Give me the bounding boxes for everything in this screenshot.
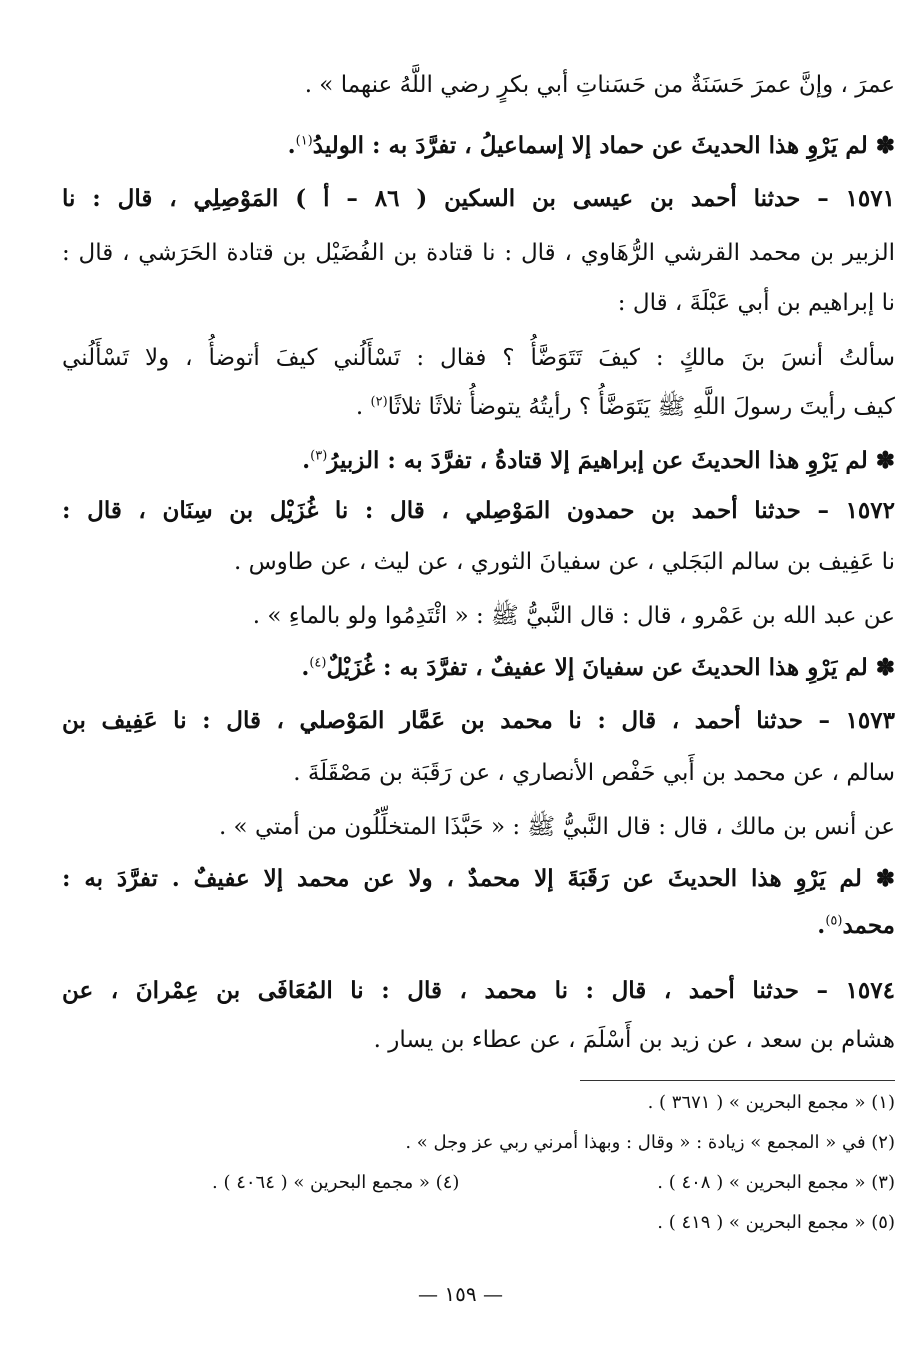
footnote: (٢) في « المجمع » زيادة : « وقال : وبهذا أمرني ربي عز وجل » . [405, 1132, 895, 1153]
footnote-ref: (٤) [309, 655, 327, 671]
hadith-1572-heading: ١٥٧٢ – حدثنا أحمد بن حمدون المَوْصِلي ، قال : نا غُزَيْل بن سِنَان ، قال : [62, 497, 895, 524]
footnote: (١) « مجمع البحرين » ( ٣٦٧١ ) . [647, 1092, 895, 1113]
comment-line: محمد$^{(٥)}$. [817, 912, 895, 939]
footnote: (٥) « مجمع البحرين » ( ٤١٩ ) . [657, 1212, 895, 1233]
comment-line: ✽ لم يَرْوِ هذا الحديثَ عن رَقَبَةَ إلا محمدٌ ، ولا عن محمد إلا عفيفٌ . تفرَّدَ به : [62, 865, 895, 892]
text-line: نا إبراهيم بن أبي عَبْلَةَ ، قال : [617, 290, 895, 316]
page-body [62, 52, 895, 1368]
page-number: — ١٥٩ — [418, 1282, 503, 1306]
footnote-ref: (٥) [825, 913, 843, 929]
text-line: عن أنس بن مالك ، قال : قال النَّبيُّ ﷺ : « حَبَّذَا المتخلِّلُون من أمتي » . [218, 814, 895, 840]
text-line: هشام بن سعد ، عن زيد بن أَسْلَمَ ، عن عطاء بن يسار . [373, 1027, 895, 1053]
hadith-1571-heading: ١٥٧١ – حدثنا أحمد بن عيسى بن السكين ( ٨٦ – أ ) المَوْصِلِي ، قال : نا [62, 185, 895, 212]
footnote-divider [580, 1080, 895, 1081]
footnote-ref: (٣) [310, 448, 328, 464]
footnote-4: (٤) « مجمع البحرين » ( ٤٠٦٤ ) . [212, 1172, 460, 1193]
comment-line: ✽ لم يَرْوِ هذا الحديثَ عن حماد إلا إسماعيلُ ، تفرَّدَ به : الوليدُ$^{(١)}$. [287, 132, 895, 159]
comment-line: ✽ لم يَرْوِ هذا الحديثَ عن سفيانَ إلا عفيفٌ ، تفرَّدَ به : غُزَيْلٌ$^{(٤)}$. [301, 654, 895, 681]
footnote-ref: (٢) [370, 394, 388, 410]
footnote-3: (٣) « مجمع البحرين » ( ٤٠٨ ) . [657, 1172, 895, 1193]
text-line: سالم ، عن محمد بن أَبي حَفْص الأنصاري ، عن رَقَبَة بن مَصْقَلَةَ . [293, 760, 895, 786]
text-line: سألتُ أنسَ بنَ مالكٍ : كيفَ تَتَوَضَّأُ ؟ فقال : تَسْأَلُني كيفَ أتوضأُ ، ولا تَسْأَلُني [62, 345, 895, 371]
text-line: عمرَ ، وإنَّ عمرَ حَسَنَةٌ من حَسَناتِ أبي بكرٍ رضي اللَّهُ عنهما » . [304, 72, 895, 98]
comment-line: ✽ لم يَرْوِ هذا الحديثَ عن إبراهيمَ إلا قتادةُ ، تفرَّدَ به : الزبيرُ$^{(٣)}$. [302, 447, 895, 474]
hadith-1573-heading: ١٥٧٣ – حدثنا أحمد ، قال : نا محمد بن عَمَّار المَوْصلي ، قال : نا عَفِيف بن [62, 707, 895, 734]
text-line: الزبير بن محمد القرشي الرُّهَاوي ، قال : نا قتادة بن الفُضَيْل بن قتادة الحَرَشي ، قال : [62, 240, 895, 266]
footnote [62, 1172, 895, 1193]
text-line: نا عَفِيف بن سالم البَجَلي ، عن سفيانَ الثوري ، عن ليث ، عن طاوس . [233, 549, 895, 575]
hadith-1574-heading: ١٥٧٤ – حدثنا أحمد ، قال : نا محمد ، قال : نا المُعَافَى بن عِمْرانَ ، عن [62, 977, 895, 1004]
text-line: كيف رأيتَ رسولَ اللَّهِ ﷺ يَتَوَضَّأُ ؟ رأيتُهُ يتوضأُ ثلاثًا ثلاثًا$^{(٢)}$ . [355, 394, 895, 420]
footnote-ref: (١) [295, 133, 313, 149]
text-line: عن عبد الله بن عَمْرو ، قال : قال النَّبيُّ ﷺ : « ائْتَدِمُوا ولو بالماءِ » . [252, 603, 895, 629]
